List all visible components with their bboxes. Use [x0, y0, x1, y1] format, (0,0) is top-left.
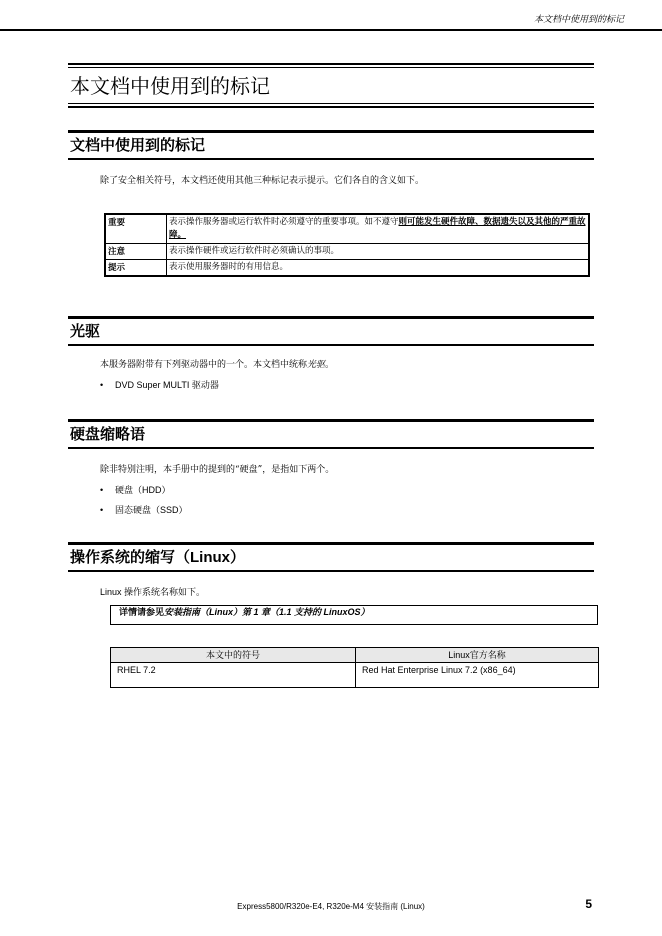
column-header: Linux官方名称	[356, 648, 599, 663]
mark-key: 注意	[105, 244, 167, 260]
bullet-icon: •	[100, 380, 104, 390]
section-intro: 本服务器附带有下列驱动器中的一个。本文档中统称光驱。	[100, 360, 335, 370]
section-optical	[68, 316, 594, 391]
page-number: 5	[585, 897, 592, 911]
mark-key: 提示	[105, 260, 167, 277]
table-header-row	[111, 648, 599, 663]
reference-link[interactable]: 安装指南（Linux）第 1 章（1.1 支持的 LinuxOS）	[164, 607, 370, 617]
table-row	[105, 214, 589, 244]
section-marks	[68, 130, 594, 187]
table-cell: RHEL 7.2	[111, 663, 356, 688]
section-os	[68, 542, 594, 598]
bullet-icon: •	[100, 485, 104, 495]
list-item: • 固态硬盘（SSD）	[100, 505, 188, 515]
page-title-block	[68, 63, 594, 108]
bullet-list	[100, 484, 594, 516]
table-cell: Red Hat Enterprise Linux 7.2 (x86_64)	[356, 663, 599, 688]
table-row	[111, 663, 599, 688]
section-heading: 硬盘缩略语	[68, 419, 594, 449]
header-rule	[0, 29, 662, 31]
mark-desc: 表示使用服务器时的有用信息。	[167, 260, 590, 277]
mark-key: 重要	[105, 214, 167, 244]
section-intro: Linux 操作系统名称如下。	[100, 587, 206, 597]
section-heading: 光驱	[68, 316, 594, 346]
mark-desc: 表示操作服务器或运行软件时必须遵守的重要事项。如不遵守则可能发生硬件故障、数据遗失以及其他的严重故障。	[167, 214, 590, 244]
section-intro: 除非特别注明，本手册中的提到的“硬盘”，是指如下两个。	[100, 465, 335, 475]
footer-text: Express5800/R320e-E4, R320e-M4 安装指南 (Linux)	[237, 902, 425, 911]
section-hdd	[68, 419, 594, 516]
list-item: • DVD Super MULTI 驱动器	[100, 380, 219, 390]
section-intro: 除了安全相关符号，本文档还使用其他三种标记表示提示。它们各自的含义如下。	[100, 176, 425, 186]
page-title: 本文档中使用到的标记	[70, 74, 270, 98]
running-header: 本文档中使用到的标记	[533, 15, 624, 25]
bullet-list	[100, 379, 594, 391]
marks-table	[104, 213, 590, 277]
mark-emphasis: 则可能发生硬件故障、数据遗失以及其他的严重故障。	[169, 217, 586, 240]
mark-desc: 表示操作硬件或运行软件时必须确认的事项。	[167, 244, 590, 260]
os-name-table	[110, 647, 599, 688]
column-header: 本文中的符号	[111, 648, 356, 663]
bullet-icon: •	[100, 505, 104, 515]
reference-box: 详情请参见安装指南（Linux）第 1 章（1.1 支持的 LinuxOS）	[110, 605, 598, 625]
list-item: • 硬盘（HDD）	[100, 485, 171, 495]
table-row	[105, 244, 589, 260]
section-heading: 文档中使用到的标记	[68, 130, 594, 160]
section-heading: 操作系统的缩写（Linux）	[68, 542, 594, 572]
table-row	[105, 260, 589, 277]
